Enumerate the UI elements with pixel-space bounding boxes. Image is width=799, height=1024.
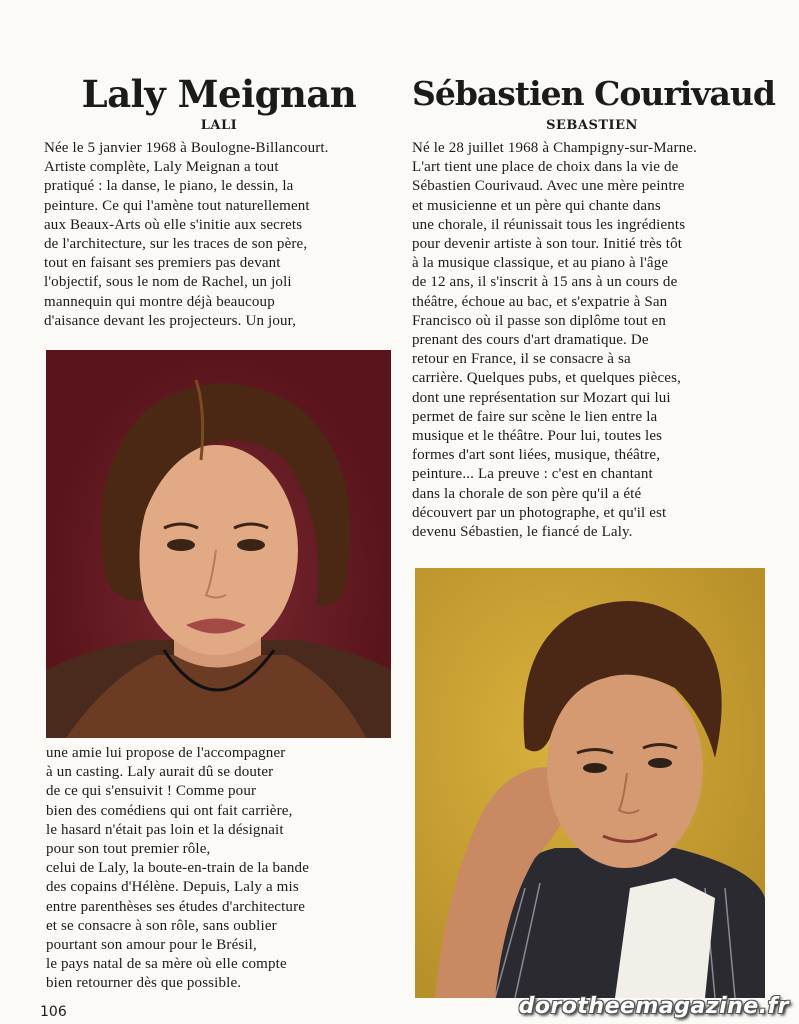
text-line: bien retourner dès que possible. [46,975,242,992]
sebastien-role-label: SEBASTIEN [546,118,638,133]
text-line: mannequin qui montre déjà beaucoup [44,293,275,310]
text-line: Née le 5 janvier 1968 à Boulogne-Billancourt. [44,140,329,156]
sebastien-bio [412,139,772,542]
laly-bio-bottom [46,744,396,994]
text-line: le hasard n'était pas loin et la désignait [46,821,284,838]
sebastien-portrait-illustration [415,568,765,998]
text-line: entre parenthèses ses études d'architecture [46,898,306,915]
text-line: Francisco où il passe son diplôme tout en [412,312,667,329]
text-line: peinture. Ce qui l'amène tout naturellement [44,197,310,214]
watermark-text: dorotheemagazine.fr [518,994,789,1019]
text-line: d'aisance devant les projecteurs. Un jour, [44,312,297,329]
laly-name-heading: Laly Meignan [81,72,357,116]
text-line: pourtant son amour pour le Brésil, [46,937,257,954]
text-line: découvert par un photographe, et qu'il est [412,504,667,521]
laly-bio-top [44,139,394,331]
text-line: carrière. Quelques pubs, et quelques pièces, [412,370,681,387]
text-line: théâtre, échoue au bac, et s'expatrie à San [412,293,668,310]
text-line: peinture... La preuve : c'est en chantant [412,466,653,483]
sebastien-column [412,70,775,542]
text-line: et se consacre à son rôle, sans oublier [46,917,277,934]
text-line: dont une représentation sur Mozart qui lui [412,389,671,406]
text-line: dans la chorale de son père qu'il a été [412,485,642,502]
laly-portrait-photo [46,350,391,738]
text-line: L'art tient une place de choix dans la vie de [412,159,679,176]
text-line: le pays natal de sa mère où elle compte [46,956,287,973]
text-line: Artiste complète, Laly Meignan a tout [44,159,279,176]
text-line: permet de faire sur scène le lien entre la [412,408,658,425]
text-line: Sébastien Courivaud. Avec une mère peintre [412,178,685,195]
laly-bio-bottom-block [46,744,396,994]
text-line: aux Beaux-Arts où elle s'initie aux secrets [44,216,303,233]
text-line: retour en France, il se consacre à sa [412,351,631,368]
text-line: à un casting. Laly aurait dû se douter [46,764,274,781]
text-line: de 12 ans, il s'inscrit à 15 ans à un cours de [412,274,678,291]
text-line: à la musique classique, et au piano à l'âge [412,255,669,272]
text-line: bien des comédiens qui ont fait carrière, [46,802,293,819]
text-line: musique et le théâtre. Pour lui, toutes les [412,428,663,445]
sebastien-portrait-photo [415,568,765,998]
text-line: pour son tout premier rôle, [46,841,211,858]
text-line: pratiqué : la danse, le piano, le dessin, la [44,178,294,195]
text-line: et musicienne et un père qui chante dans [412,197,661,214]
laly-role-label: LALI [200,118,238,133]
text-line: prenant des cours d'art dramatique. De [412,332,649,349]
text-line: Né le 28 juillet 1968 à Champigny-sur-Marne. [412,140,697,156]
laly-portrait-illustration [46,350,391,738]
text-line: une chorale, il réunissait tous les ingrédients [412,216,686,233]
text-line: des copains d'Hélène. Depuis, Laly a mis [46,879,299,896]
text-line: pour devenir artiste à son tour. Initié très tôt [412,236,683,253]
text-line: de l'architecture, sur les traces de son père, [44,236,308,253]
text-line: formes d'art sont liées, musique, théâtre, [412,447,661,464]
text-line: tout en faisant ses premiers pas devant [44,255,281,272]
page-number: 106 [40,1004,67,1020]
text-line: devenu Sébastien, le fiancé de Laly. [412,524,633,541]
text-line: celui de Laly, la boute-en-train de la bande [46,860,310,877]
text-line: de ce qui s'ensuivit ! Comme pour [46,783,257,800]
laly-column [44,70,394,331]
sebastien-name-heading: Sébastien Courivaud [412,74,775,113]
text-line: l'objectif, sous le nom de Rachel, un joli [44,274,292,291]
text-line: une amie lui propose de l'accompagner [46,745,286,761]
